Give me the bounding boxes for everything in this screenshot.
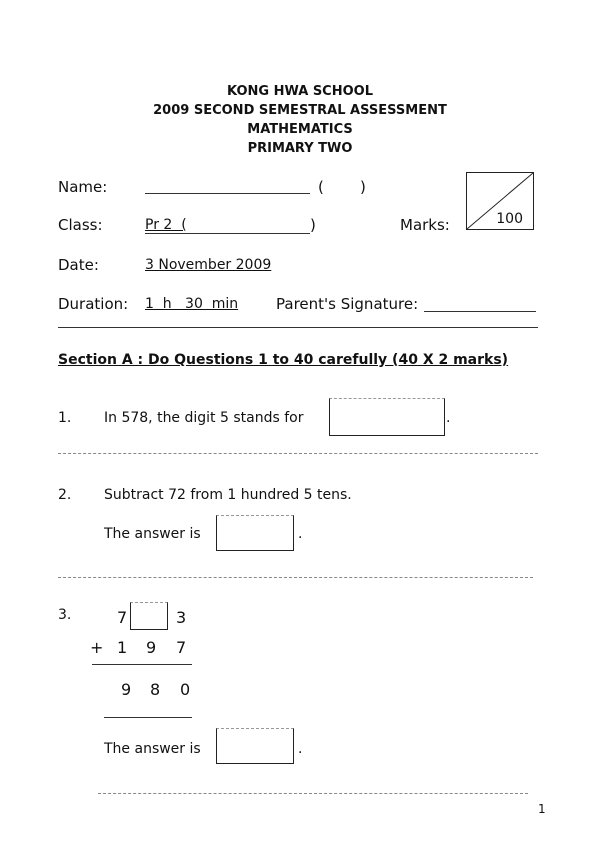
- question-end: .: [446, 410, 451, 426]
- name-label: Name:: [58, 178, 108, 196]
- header-divider: [58, 327, 538, 328]
- question-end: .: [298, 526, 303, 542]
- marks-total: 100: [496, 211, 523, 227]
- missing-digit-box[interactable]: [130, 602, 168, 630]
- question-divider: [58, 577, 533, 578]
- sum-line: [92, 664, 192, 665]
- question-number: 1.: [58, 410, 72, 426]
- question-number: 3.: [58, 607, 72, 623]
- section-title: Section A : Do Questions 1 to 40 carefully (40 X 2 marks): [58, 352, 509, 368]
- duration-value: 1 h 30 min: [145, 296, 239, 312]
- plus-sign: +: [90, 638, 104, 657]
- sum-digit: 0: [180, 680, 191, 699]
- question-end: .: [298, 741, 303, 757]
- question-divider: [58, 453, 538, 454]
- sum-digit: 9: [121, 680, 132, 699]
- question-text: In 578, the digit 5 stands for: [104, 410, 304, 426]
- subject-title: MATHEMATICS: [247, 122, 353, 137]
- addend-digit: 7: [176, 638, 187, 657]
- assessment-title: 2009 SECOND SEMESTRAL ASSESSMENT: [153, 103, 447, 118]
- answer-box[interactable]: [216, 728, 294, 764]
- level-title: PRIMARY TWO: [247, 141, 353, 156]
- question-text: Subtract 72 from 1 hundred 5 tens.: [104, 487, 352, 503]
- class-paren-close: ): [310, 216, 316, 234]
- answer-box[interactable]: [329, 398, 445, 436]
- school-name: KONG HWA SCHOOL: [226, 84, 373, 99]
- addend-digit: 7: [117, 608, 128, 627]
- question-divider: [98, 793, 528, 794]
- answer-box[interactable]: [216, 515, 294, 551]
- name-paren-close: ): [360, 178, 366, 196]
- answer-prefix: The answer is: [104, 526, 201, 542]
- marks-label: Marks:: [400, 216, 450, 234]
- answer-prefix: The answer is: [104, 741, 201, 757]
- sum-bottom-line: [104, 717, 192, 718]
- class-line[interactable]: [145, 233, 310, 234]
- sum-digit: 8: [150, 680, 161, 699]
- page-number: 1: [538, 802, 546, 816]
- marks-box: [466, 172, 534, 230]
- duration-label: Duration:: [58, 295, 129, 313]
- class-label: Class:: [58, 216, 103, 234]
- addend-digit: 1: [117, 638, 128, 657]
- name-line[interactable]: [145, 193, 310, 194]
- date-value: 3 November 2009: [145, 257, 272, 273]
- date-label: Date:: [58, 256, 99, 274]
- signature-label: Parent's Signature:: [276, 295, 419, 313]
- question-number: 2.: [58, 487, 72, 503]
- class-value: Pr 2 (: [145, 217, 187, 233]
- name-paren-open: (: [318, 178, 324, 196]
- signature-line[interactable]: [424, 311, 536, 312]
- addend-digit: 3: [176, 608, 187, 627]
- addend-digit: 9: [146, 638, 157, 657]
